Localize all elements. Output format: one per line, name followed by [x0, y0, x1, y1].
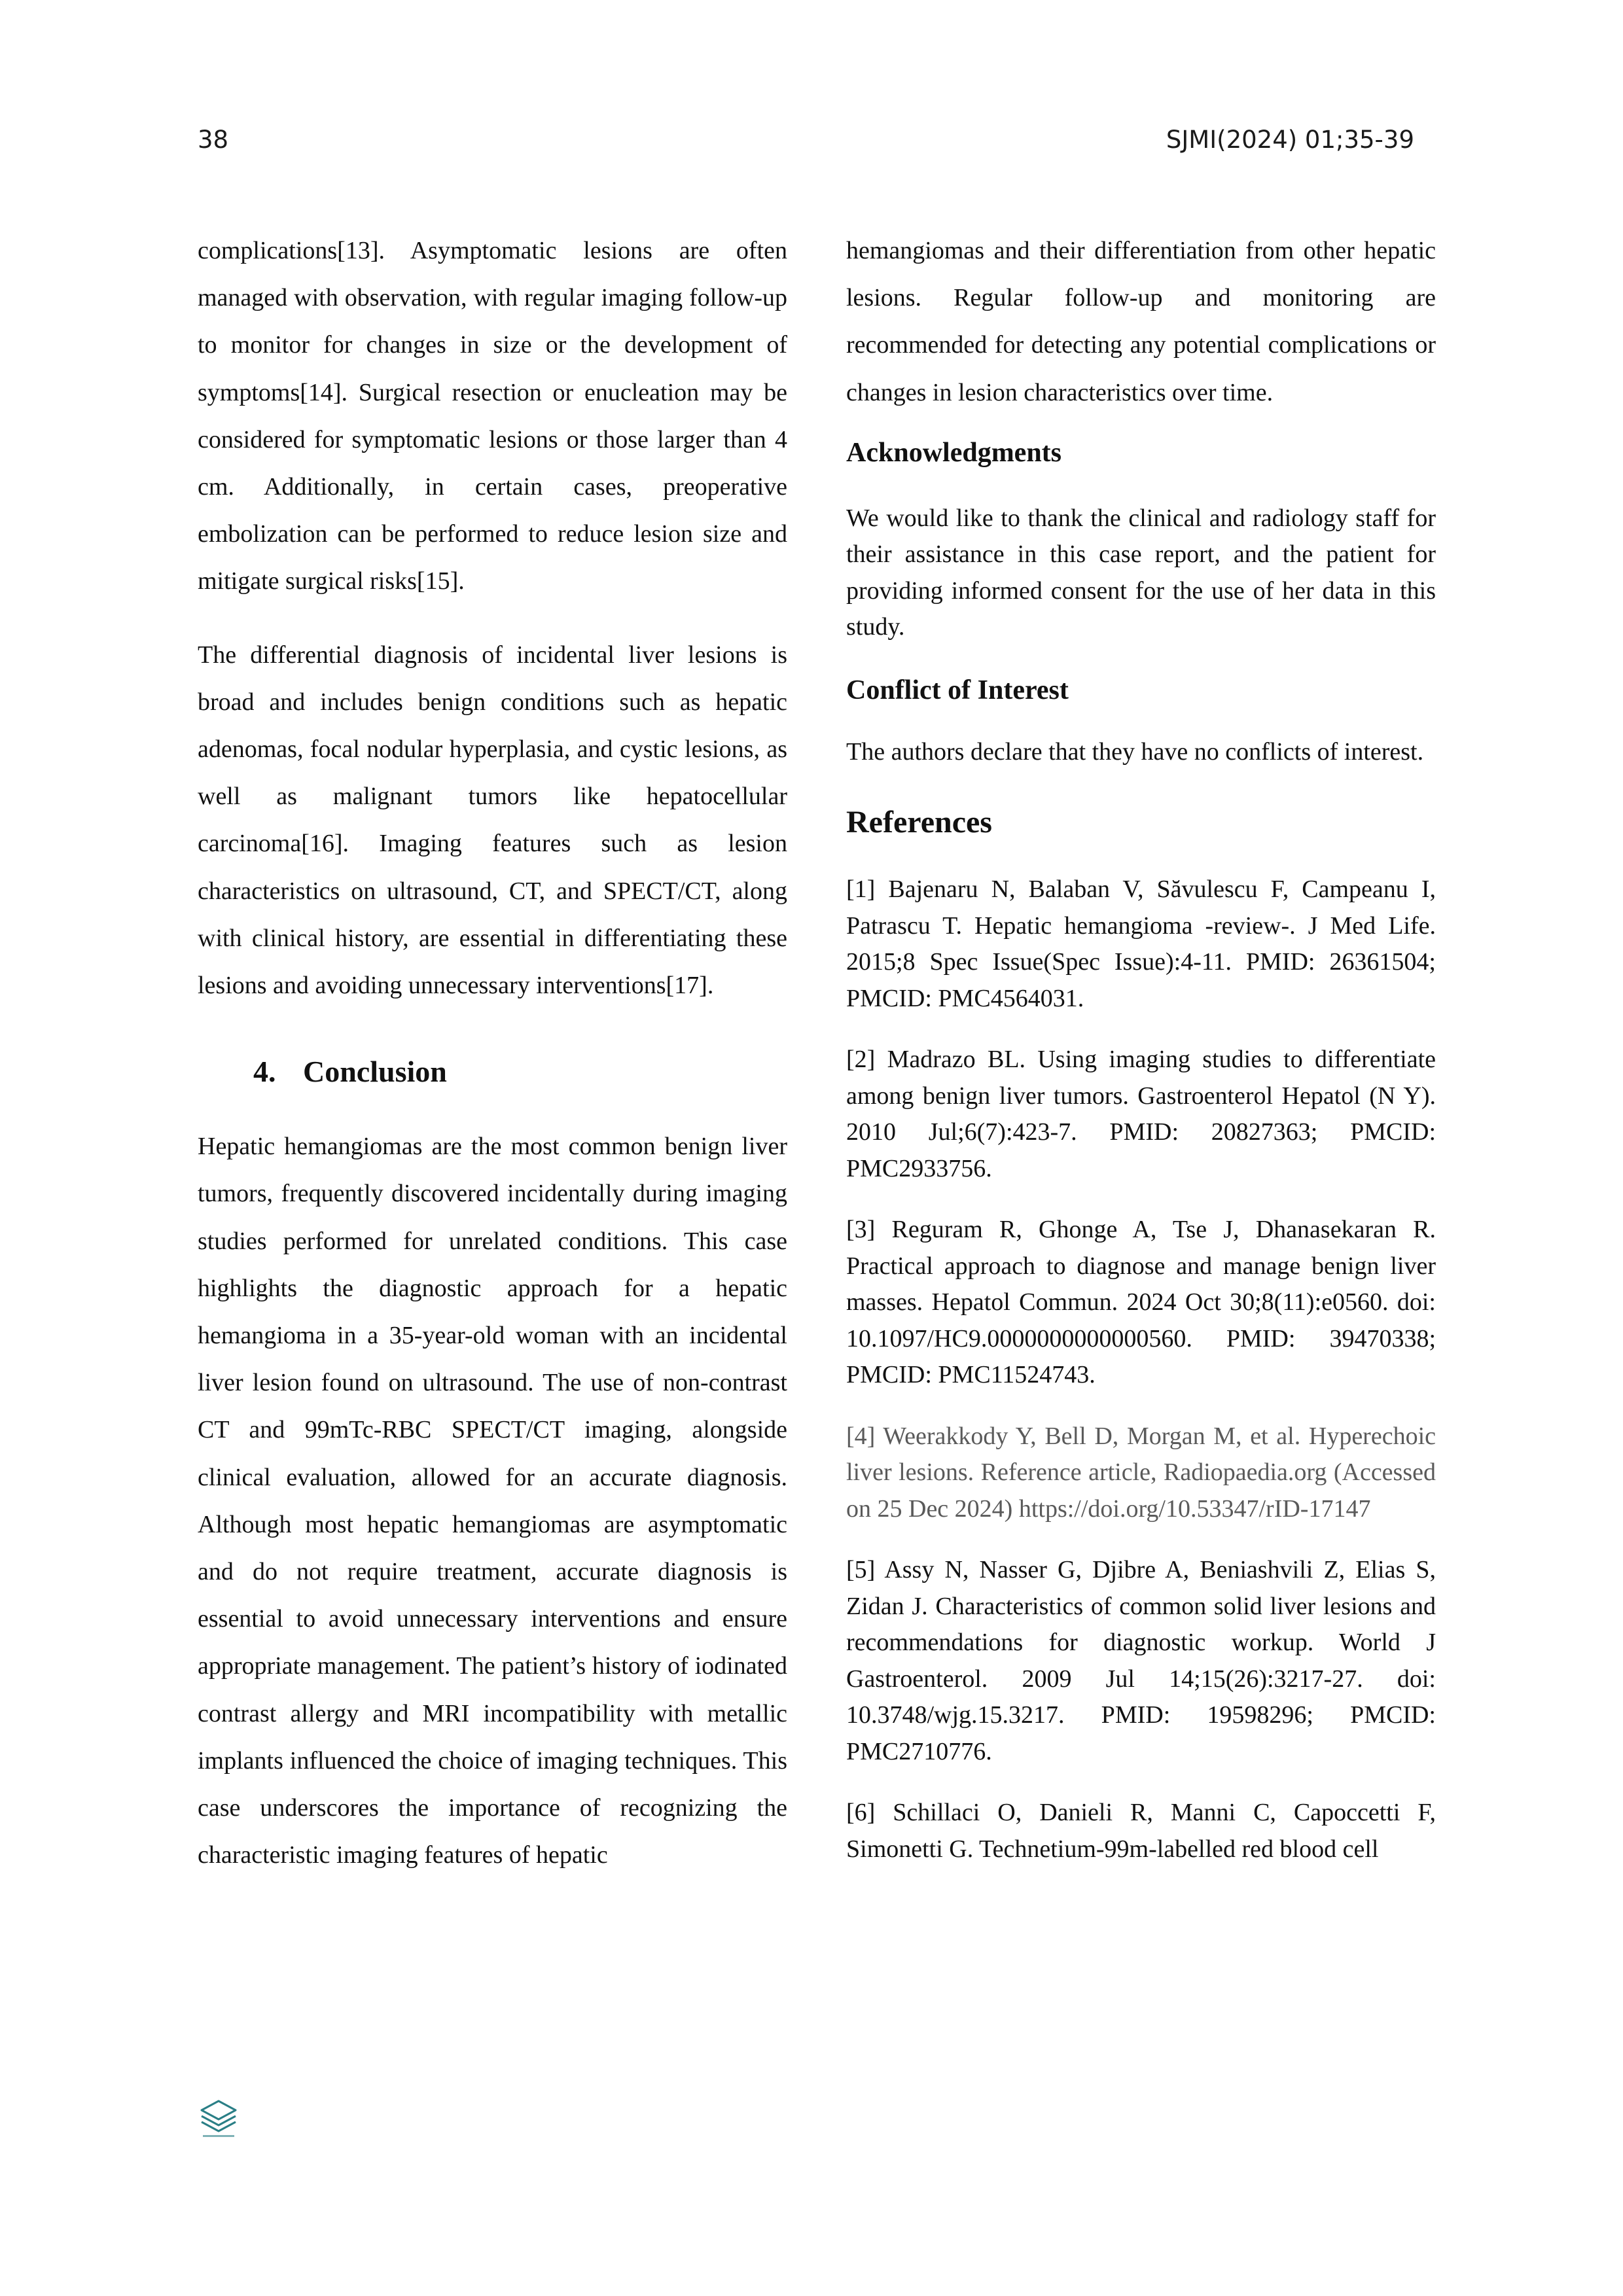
section-title: Conclusion: [303, 1055, 447, 1089]
left-column: [198, 227, 787, 1879]
section-number: 4.: [253, 1055, 276, 1089]
acknowledgments-text: We would like to thank the clinical and radiology staff for their assistance in this case report, and the patient for providing informed consent for the use of her data in this study.: [846, 504, 1436, 641]
conflict-of-interest-heading: Conflict of Interest: [846, 675, 1069, 705]
section-heading-conclusion: [198, 1052, 787, 1091]
journal-reference: SJMI(2024) 01;35-39: [1166, 126, 1414, 154]
reference-item: [5] Assy N, Nasser G, Djibre A, Beniashvili Z, Elias S, Zidan J. Characteristics of common solid liver lesions and recommendations for diagnostic workup. World J Gastroenterol. 2009 Jul 14;15(26):3217-27. doi: 10.3748/wjg.15.3217. PMID: 19598296; PMCID: PMC2710776.: [846, 1556, 1436, 1765]
layers-icon: [198, 2098, 240, 2140]
body-paragraph-management: complications[13]. Asymptomatic lesions are often managed with observation, with regular imaging follow-up to monitor for changes in size or the development of symptoms[14]. Surgical resection or enucleation may be considered for symptomatic lesions or those larger than 4 cm. Additionally, in certain cases, preoperative embolization can be performed to reduce lesion size and mitigate surgical risks[15].: [198, 237, 787, 595]
acknowledgments-heading: Acknowledgments: [846, 437, 1062, 468]
reference-item: [3] Reguram R, Ghonge A, Tse J, Dhanasekaran R. Practical approach to diagnose and manage benign liver masses. Hepatol Commun. 2024 Oct 30;8(11):e0560. doi: 10.1097/HC9.0000000000000560. PMID: 39470338; PMCID: PMC11524743.: [846, 1216, 1436, 1389]
conflict-of-interest-text: The authors declare that they have no conflicts of interest.: [846, 737, 1424, 766]
page-number: 38: [198, 126, 229, 154]
body-paragraph-conclusion: Hepatic hemangiomas are the most common benign liver tumors, frequently discovered incidentally during imaging studies performed for unrelated conditions. This case highlights the diagnostic approach for a hepatic hemangioma in a 35-year-old woman with an incidental liver lesion found on ultrasound. The use of non-contrast CT and 99mTc-RBC SPECT/CT imaging, alongside clinical evaluation, allowed for an accurate diagnosis. Although most hepatic hemangiomas are asymptomatic and do not require treatment, accurate diagnosis is essential to avoid unnecessary interventions and ensure appropriate management. The patient’s history of iodinated contrast allergy and MRI incompatibility with metallic implants influenced the choice of imaging techniques. This case underscores the importance of recognizing the characteristic imaging features of hepatic: [198, 1133, 787, 1869]
body-paragraph-continued: hemangiomas and their differentiation from other hepatic lesions. Regular follow-up and monitoring are recommended for detecting any potential complications or changes in lesion characteristics over time.: [846, 237, 1436, 406]
reference-item: [2] Madrazo BL. Using imaging studies to differentiate among benign liver tumors. Gastroenterol Hepatol (N Y). 2010 Jul;6(7):423-7. PMID: 20827363; PMCID: PMC2933756.: [846, 1046, 1436, 1182]
body-paragraph-differential-diagnosis: The differential diagnosis of incidental liver lesions is broad and includes benign conditions such as hepatic adenomas, focal nodular hyperplasia, and cystic lesions, as well as malignant tumors like hepatocellular carcinoma[16]. Imaging features such as lesion characteristics on ultrasound, CT, and SPECT/CT, along with clinical history, are essential in differentiating these lesions and avoiding unnecessary interventions[17].: [198, 641, 787, 1000]
right-column: [846, 227, 1436, 1867]
reference-list: [846, 872, 1436, 1867]
references-heading: References: [846, 805, 992, 840]
reference-item: [4] Weerakkody Y, Bell D, Morgan M, et al. Hyperechoic liver lesions. Reference article, Radiopaedia.org (Accessed on 25 Dec 2024) https://doi.org/10.53347/rID-17147: [846, 1422, 1436, 1523]
reference-item: [1] Bajenaru N, Balaban V, Săvulescu F, Campeanu I, Patrascu T. Hepatic hemangioma -review-. J Med Life. 2015;8 Spec Issue(Spec Issue):4-11. PMID: 26361504; PMCID: PMC4564031.: [846, 875, 1436, 1012]
reference-item: [6] Schillaci O, Danieli R, Manni C, Capoccetti F, Simonetti G. Technetium-99m-labelled red blood cell: [846, 1799, 1436, 1863]
